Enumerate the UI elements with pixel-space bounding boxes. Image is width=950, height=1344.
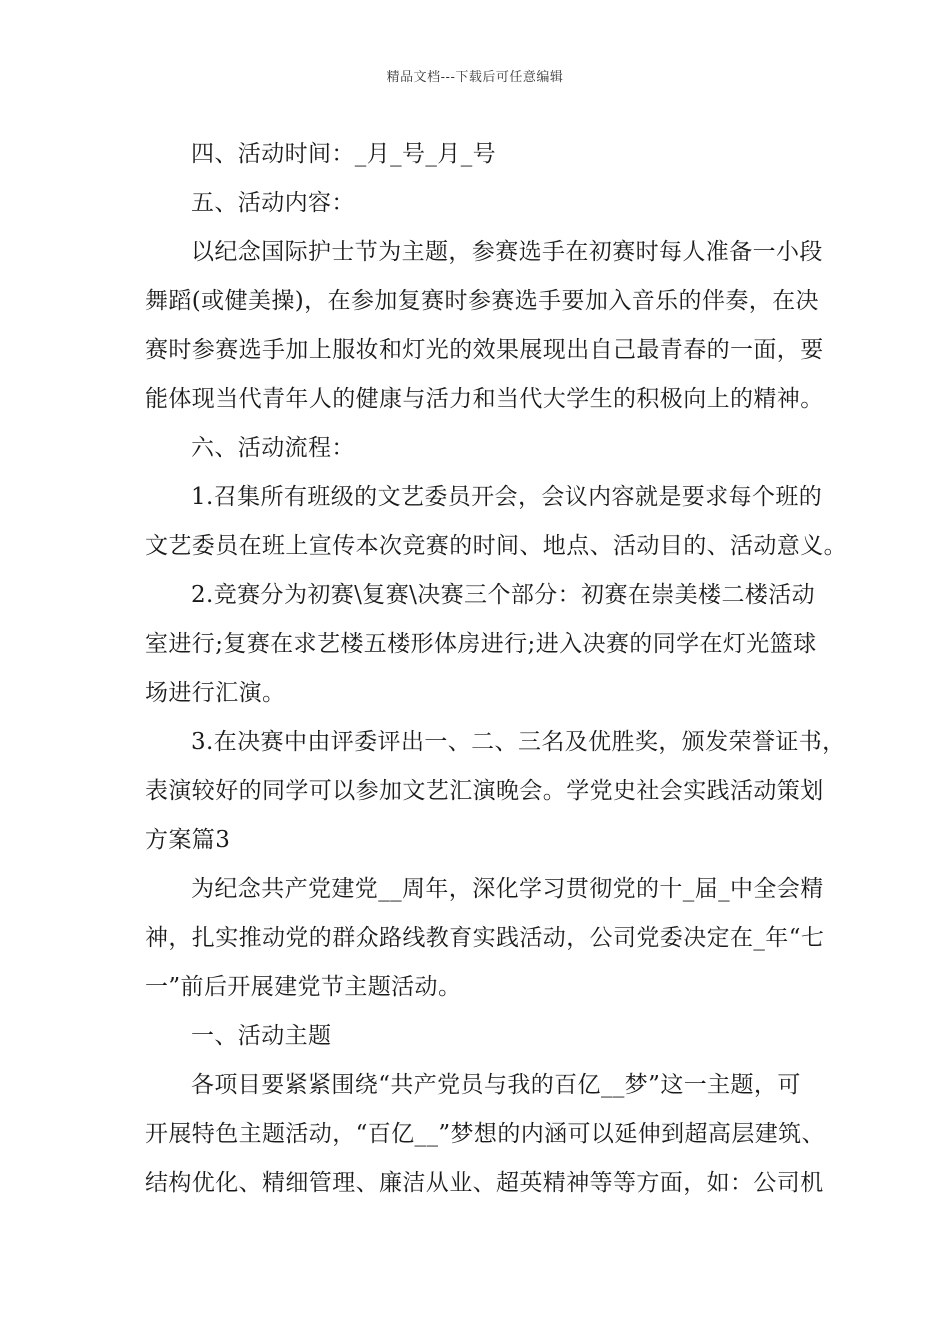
text-line: 开展特色主题活动，“百亿__”梦想的内涵可以延伸到超高层建筑、	[145, 1121, 825, 1147]
text-line: 2.竞赛分为初赛\复赛\决赛三个部分：初赛在崇美楼二楼活动	[191, 582, 816, 608]
page-header: 精品文档---下载后可任意编辑	[386, 70, 564, 85]
document-body	[145, 130, 847, 1208]
text-line: 方案篇3	[145, 827, 231, 853]
text-line: 舞蹈(或健美操)，在参加复赛时参赛选手要加入音乐的伴奏，在决	[145, 288, 819, 314]
text-line: 神，扎实推动党的群众路线教育实践活动，公司党委决定在_年“七	[145, 925, 825, 951]
text-line: 一”前后开展建党节主题活动。	[145, 974, 462, 1000]
text-line: 结构优化、精细管理、廉洁从业、超英精神等等方面，如：公司机	[145, 1170, 824, 1196]
text-line: 1.召集所有班级的文艺委员开会，会议内容就是要求每个班的	[191, 484, 823, 510]
text-line: 场进行汇演。	[145, 680, 286, 706]
text-line: 文艺委员在班上宣传本次竞赛的时间、地点、活动目的、活动意义。	[145, 533, 847, 559]
text-line: 六、活动流程：	[191, 435, 355, 461]
text-line: 一、活动主题	[191, 1023, 332, 1049]
text-line: 为纪念共产党建党__周年，深化学习贯彻党的十_届_中全会精	[191, 876, 824, 902]
text-line: 以纪念国际护士节为主题，参赛选手在初赛时每人准备一小段	[191, 239, 823, 265]
text-line: 五、活动内容：	[191, 190, 355, 216]
text-line: 室进行;复赛在求艺楼五楼形体房进行;进入决赛的同学在灯光篮球	[145, 631, 817, 657]
text-line: 能体现当代青年人的健康与活力和当代大学生的积极向上的精神。	[145, 386, 824, 412]
text-line: 赛时参赛选手加上服妆和灯光的效果展现出自己最青春的一面，要	[145, 337, 824, 363]
text-line: 表演较好的同学可以参加文艺汇演晚会。学党史社会实践活动策划	[145, 778, 824, 804]
text-line: 各项目要紧紧围绕“共产党员与我的百亿__梦”这一主题，可	[191, 1072, 801, 1098]
text-line: 3.在决赛中由评委评出一、二、三名及优胜奖，颁发荣誉证书，	[191, 729, 846, 755]
text-line: 四、活动时间：_月_号_月_号	[191, 141, 496, 167]
